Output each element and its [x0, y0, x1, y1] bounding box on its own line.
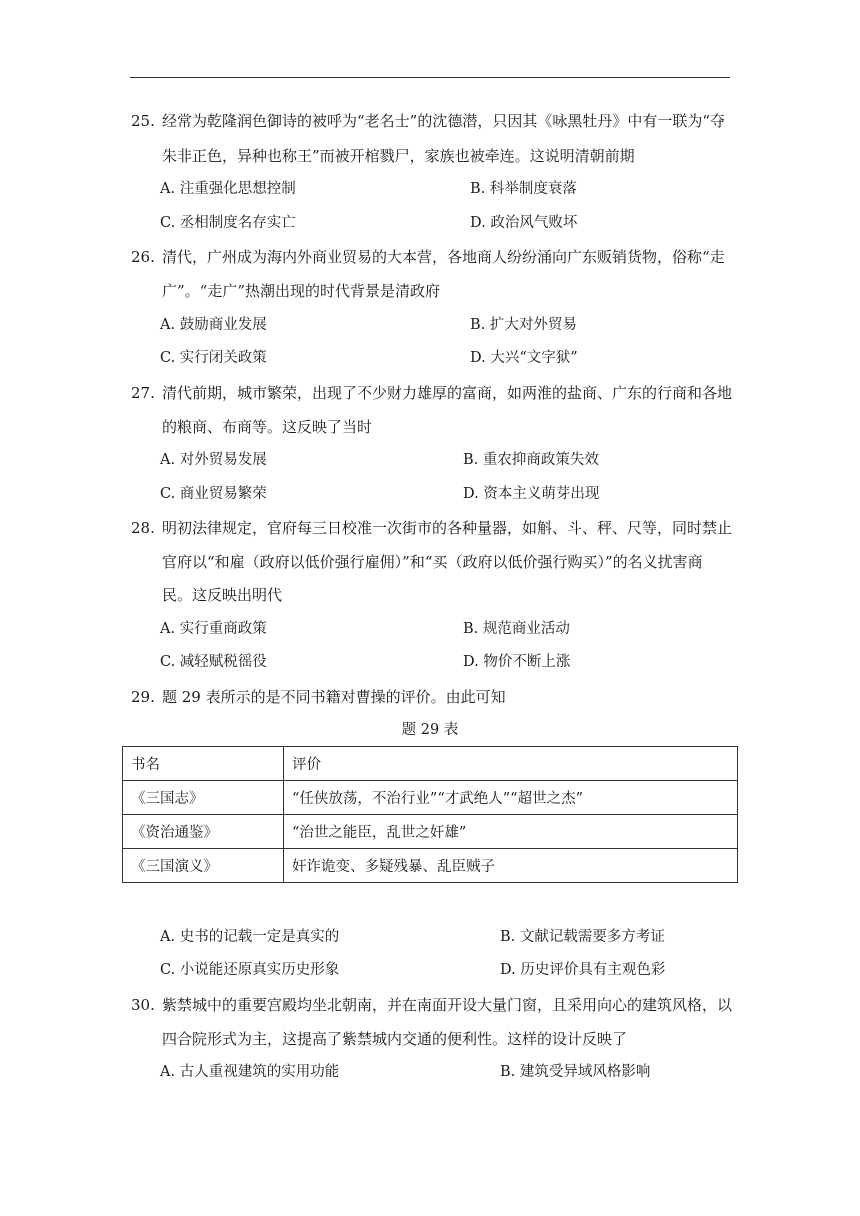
question-27-option-d[interactable]: D. 资本主义萌芽出现: [463, 486, 600, 502]
question-30-text-line-1: 紫禁城中的重要宫殿均坐北朝南，并在南面开设大量门窗，且采用向心的建筑风格，以: [162, 996, 733, 1014]
question-28-text-line-3: 民。这反映出明代: [162, 586, 283, 604]
question-25-option-b[interactable]: B. 科举制度衰落: [470, 181, 577, 197]
table-cell-book: 《资治通鉴》: [123, 815, 284, 849]
question-25-number: 25.: [131, 112, 155, 130]
question-28-option-c[interactable]: C. 减轻赋税徭役: [160, 654, 267, 670]
table-row: [123, 781, 738, 815]
table-header-cell: 书名: [123, 747, 284, 781]
question-30-option-a[interactable]: A. 古人重视建筑的实用功能: [160, 1064, 340, 1080]
header-rule: [130, 77, 730, 78]
table-cell-book: 《三国志》: [123, 781, 284, 815]
question-27-text-line-2: 的粮商、布商等。这反映了当时: [162, 418, 373, 436]
question-29-number: 29.: [131, 688, 155, 706]
question-28-option-b[interactable]: B. 规范商业活动: [463, 621, 570, 637]
table-cell-evaluation: “任侠放荡，不治行业”“才武绝人”“超世之杰”: [284, 781, 738, 815]
question-26-option-d[interactable]: D. 大兴“文字狱”: [470, 350, 578, 366]
question-27-option-c[interactable]: C. 商业贸易繁荣: [160, 486, 267, 502]
question-30-option-b[interactable]: B. 建筑受异域风格影响: [500, 1064, 651, 1080]
table-cell-book: 《三国演义》: [123, 849, 284, 883]
question-25-option-d[interactable]: D. 政治风气败坏: [470, 215, 578, 231]
question-29-option-b[interactable]: B. 文献记载需要多方考证: [500, 929, 665, 945]
question-27-text-line-1: 清代前期，城市繁荣，出现了不少财力雄厚的富商，如两淮的盐商、广东的行商和各地: [162, 384, 733, 402]
question-29-option-d[interactable]: D. 历史评价具有主观色彩: [500, 962, 666, 978]
table-header-cell: 评价: [284, 747, 738, 781]
table-row: [123, 815, 738, 849]
question-28-option-d[interactable]: D. 物价不断上涨: [463, 654, 571, 670]
question-29-option-a[interactable]: A. 史书的记载一定是真实的: [160, 929, 340, 945]
evaluation-table: [122, 746, 738, 883]
question-25-option-c[interactable]: C. 丞相制度名存实亡: [160, 215, 296, 231]
question-30-number: 30.: [131, 996, 155, 1014]
question-26-option-a[interactable]: A. 鼓励商业发展: [160, 317, 267, 333]
table-row: [123, 849, 738, 883]
table-header-row: [123, 747, 738, 781]
question-26-text-line-1: 清代，广州成为海内外商业贸易的大本营，各地商人纷纷涌向广东贩销货物，俗称“走: [162, 248, 725, 266]
question-29-option-c[interactable]: C. 小说能还原真实历史形象: [160, 962, 340, 978]
question-26-option-b[interactable]: B. 扩大对外贸易: [470, 317, 577, 333]
question-27-number: 27.: [131, 384, 155, 402]
question-28-text-line-2: 官府以“和雇（政府以低价强行雇佣）”和“买（政府以低价强行购买）”的名义扰害商: [162, 553, 703, 571]
question-30-text-line-2: 四合院形式为主，这提高了紫禁城内交通的便利性。这样的设计反映了: [162, 1030, 628, 1048]
table-cell-evaluation: 奸诈诡变、多疑残暴、乱臣贼子: [284, 849, 738, 883]
question-28-text-line-1: 明初法律规定，官府每三日校准一次街市的各种量器，如斛、斗、秤、尺等，同时禁止: [162, 519, 733, 537]
table-cell-evaluation: “治世之能臣，乱世之奸雄”: [284, 815, 738, 849]
question-27-option-b[interactable]: B. 重农抑商政策失效: [463, 452, 599, 468]
table-caption: 题 29 表: [401, 722, 459, 738]
question-26-option-c[interactable]: C. 实行闭关政策: [160, 350, 267, 366]
question-25-option-a[interactable]: A. 注重强化思想控制: [160, 181, 296, 197]
question-28-number: 28.: [131, 519, 155, 537]
question-27-option-a[interactable]: A. 对外贸易发展: [160, 452, 267, 468]
question-28-option-a[interactable]: A. 实行重商政策: [160, 621, 267, 637]
question-29-text-line-1: 题 29 表所示的是不同书籍对曹操的评价。由此可知: [162, 688, 506, 706]
question-26-text-line-2: 广”。“走广”热潮出现的时代背景是清政府: [162, 282, 441, 300]
question-25-text-line-1: 经常为乾隆润色御诗的被呼为“老名士”的沈德潜，只因其《咏黑牡丹》中有一联为“夺: [162, 112, 726, 130]
question-25-text-line-2: 朱非正色，异种也称王”而被开棺戮尸，家族也被牵连。这说明清朝前期: [162, 147, 635, 165]
question-26-number: 26.: [131, 248, 155, 266]
